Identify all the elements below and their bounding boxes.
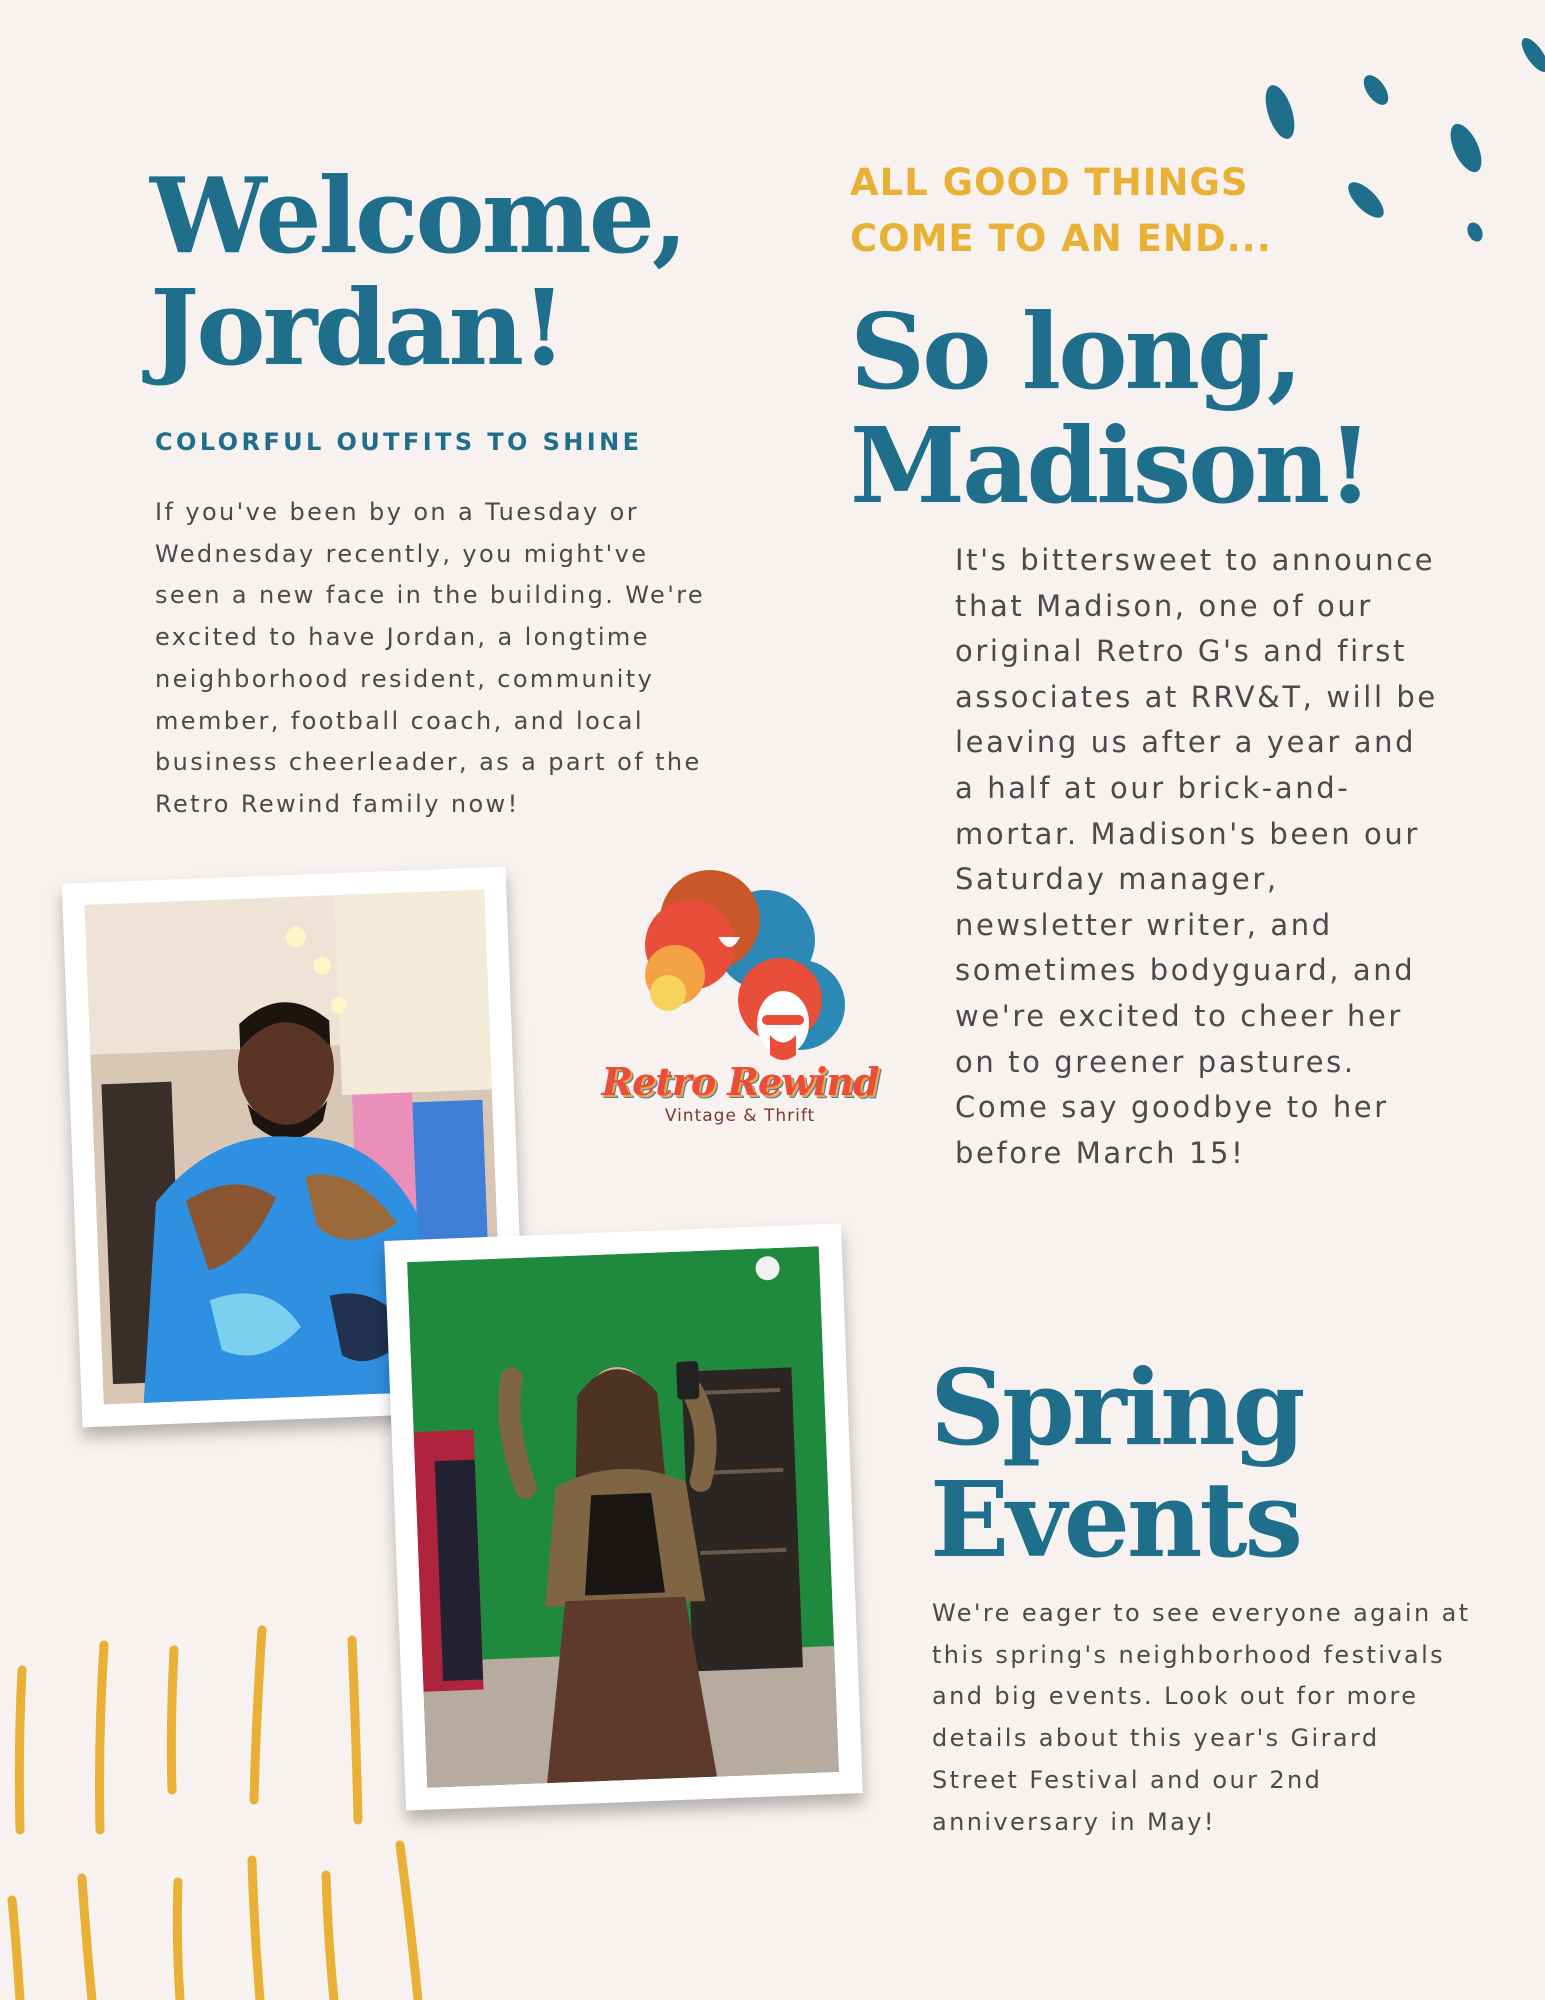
farewell-body: It's bittersweet to announce that Madison, one of our original Retro G's and first associates at RRV&T, will be leaving us after a year and a half at our brick-and-mortar. Madison's been our Saturday manager, newsletter writer, and sometimes bodyguard, and we're excited to cheer her on to greener pastures. Come say goodbye to her before March 15! bbox=[955, 543, 1438, 1170]
retro-rewind-logo bbox=[590, 865, 890, 1140]
events-title-line2: Events bbox=[930, 1458, 1301, 1581]
welcome-title bbox=[150, 154, 686, 389]
afro-silhouette-icon bbox=[590, 865, 890, 1065]
welcome-title-line1: Welcome, bbox=[150, 154, 686, 277]
madison-photo bbox=[384, 1223, 862, 1810]
welcome-body: If you've been by on a Tuesday or Wednesday recently, you might've seen a new face in the building. We're excited to have Jordan, a longtime neighborhood resident, community member, football coach, and local business cheerleader, as a part of the Retro Rewind family now! bbox=[155, 498, 706, 818]
farewell-kicker-line2: COME TO AN END... bbox=[850, 217, 1272, 260]
welcome-subtitle: COLORFUL OUTFITS TO SHINE bbox=[155, 428, 643, 456]
logo-name: Retro Rewind bbox=[601, 1059, 879, 1104]
events-title bbox=[930, 1346, 1303, 1581]
mustard-stroke-decoration bbox=[0, 1620, 430, 2000]
logo-tagline: Vintage & Thrift bbox=[664, 1106, 816, 1126]
events-title-line1: Spring bbox=[930, 1346, 1303, 1469]
farewell-kicker-line1: ALL GOOD THINGS bbox=[850, 161, 1249, 204]
welcome-title-line2: Jordan! bbox=[150, 266, 564, 389]
teal-dash-decoration bbox=[1250, 20, 1545, 250]
farewell-title-line2: Madison! bbox=[850, 404, 1370, 527]
events-body: We're eager to see everyone again at this spring's neighborhood festivals and big events. Look out for more details about this year's Girard Street Festival and our 2nd anniversary in May! bbox=[932, 1599, 1471, 1836]
farewell-title bbox=[850, 290, 1370, 527]
farewell-kicker bbox=[850, 155, 1272, 267]
farewell-title-line1: So long, bbox=[850, 290, 1301, 413]
